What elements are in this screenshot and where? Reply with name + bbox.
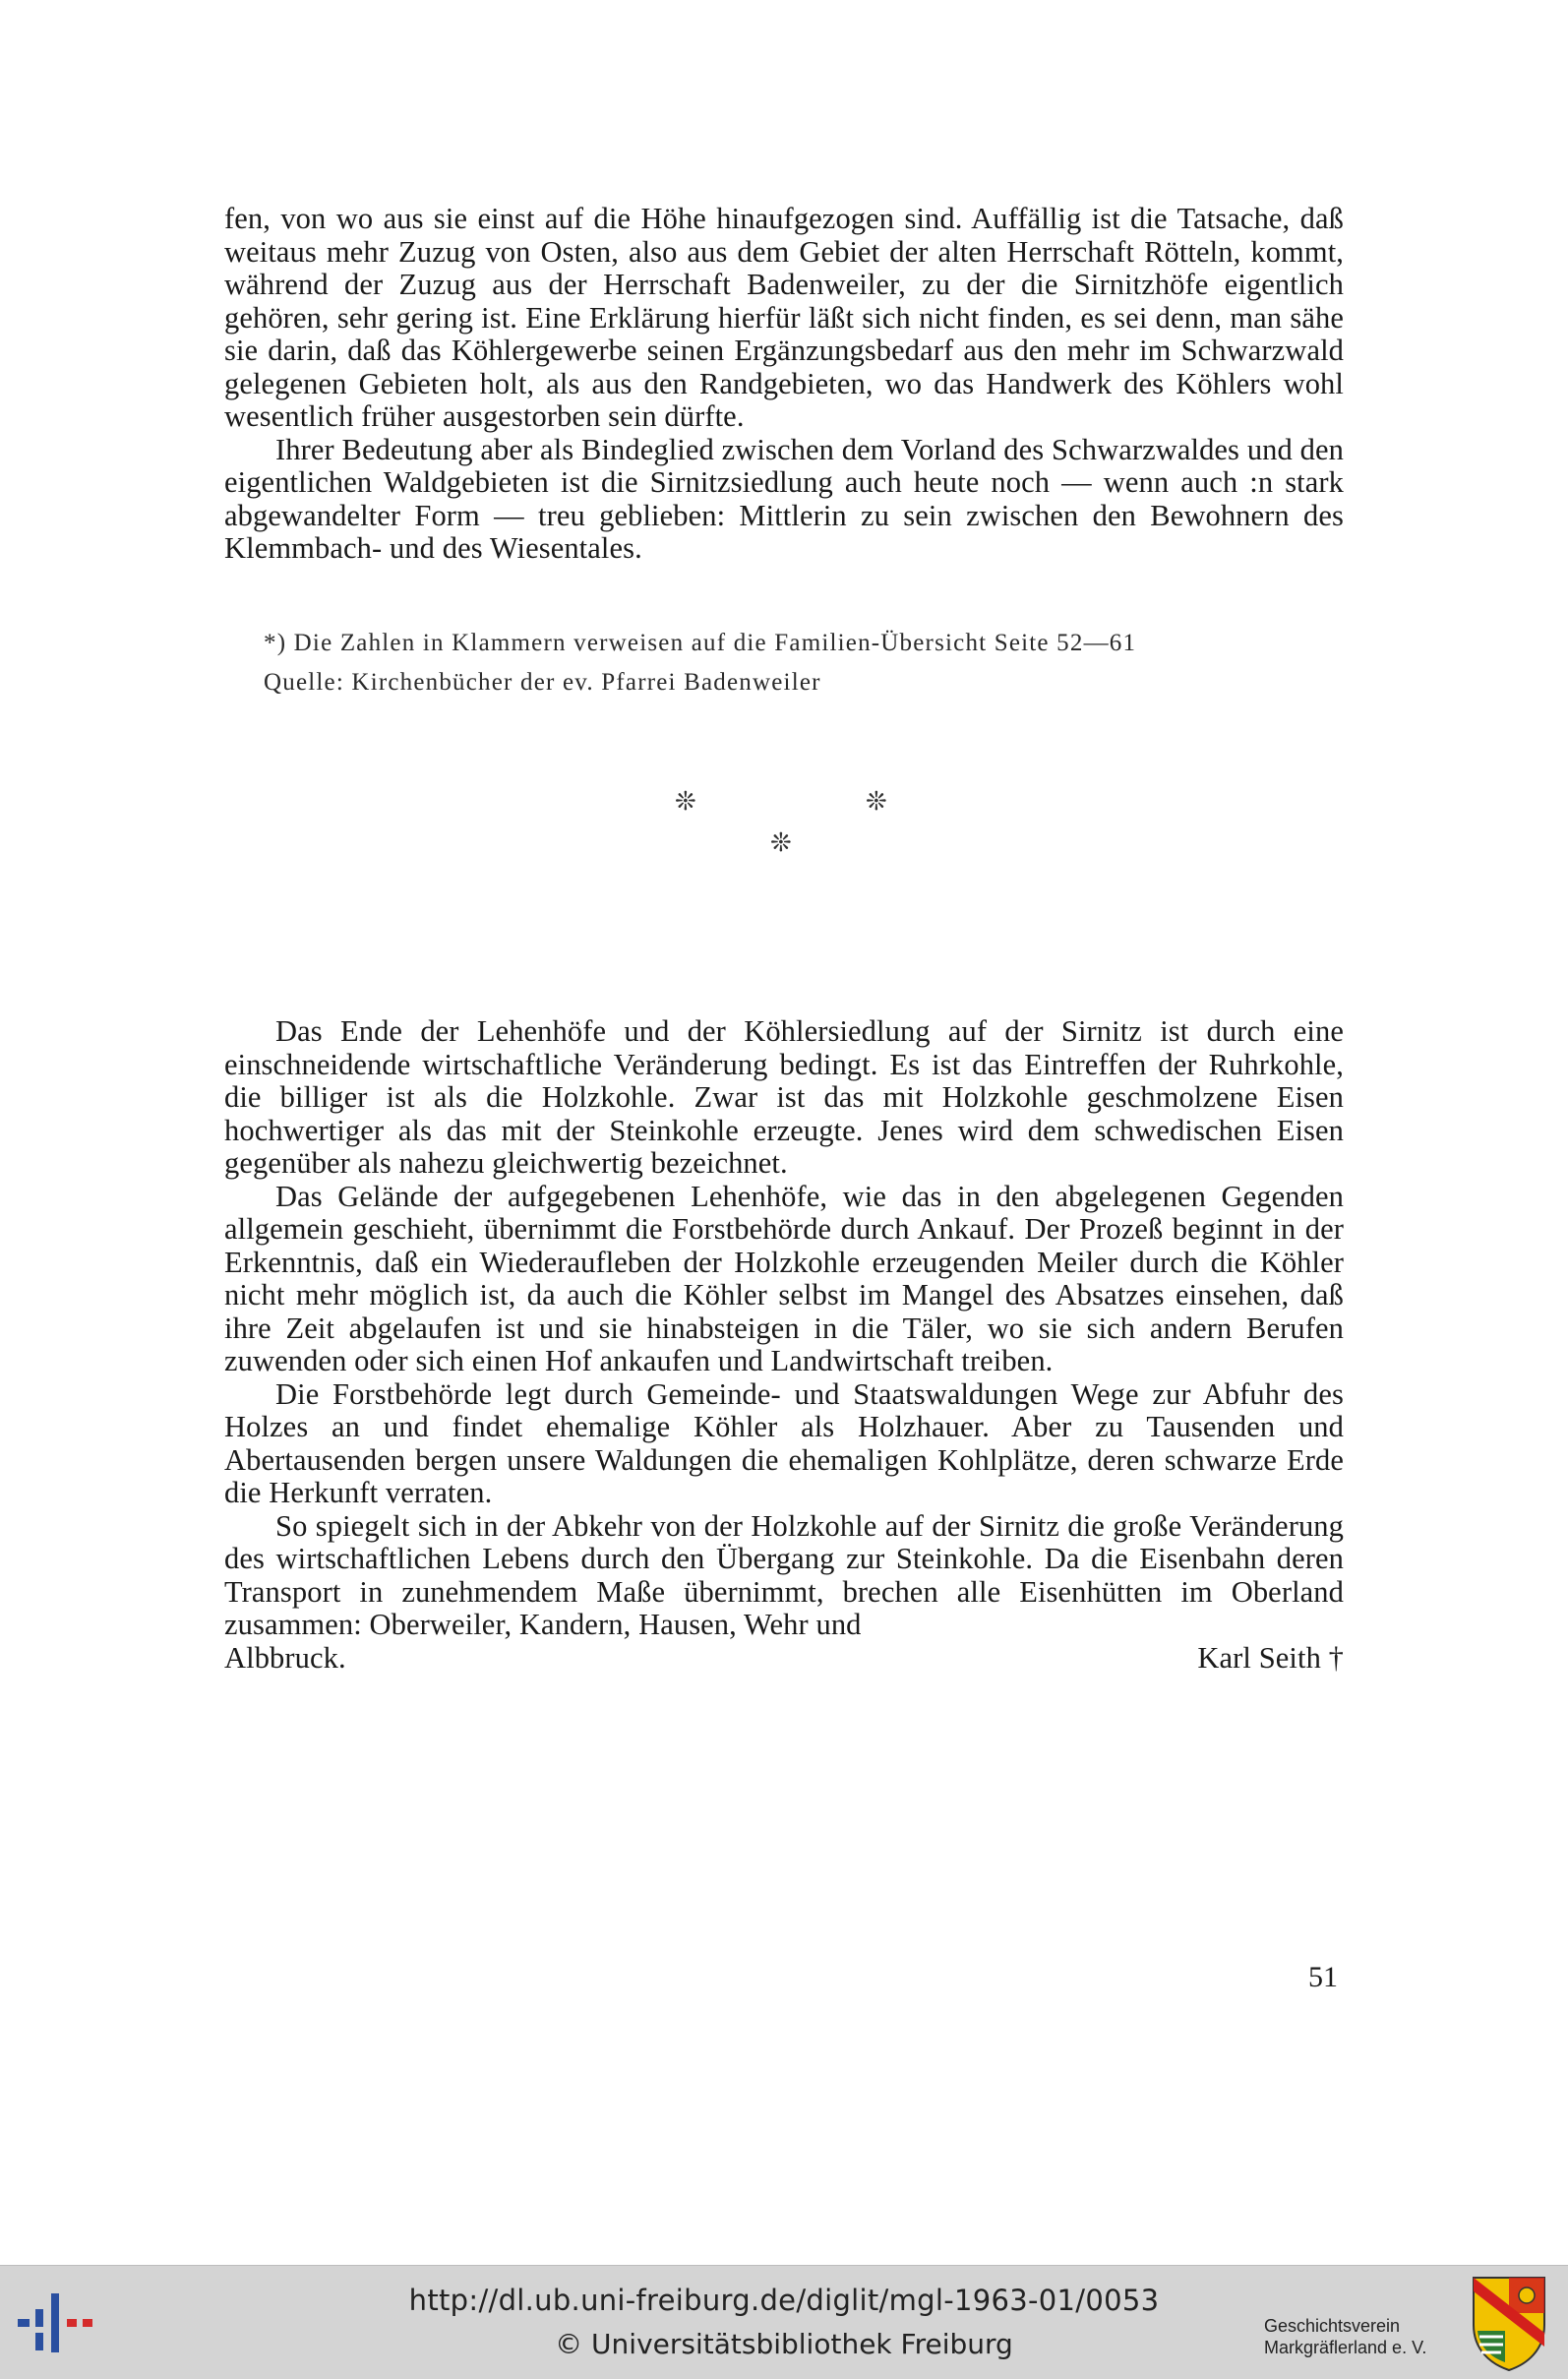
closing-line	[224, 1642, 1344, 1676]
coat-of-arms-icon	[1470, 2274, 1548, 2372]
paragraph-end: Albbruck.	[224, 1640, 346, 1675]
footer-bar	[0, 2265, 1568, 2379]
page-number: 51	[1308, 1961, 1338, 1993]
paragraph: fen, von wo aus sie einst auf die Höhe hinaufgezogen sind. Auffällig ist die Tatsache, daß weitaus mehr Zuzug von Osten, also aus dem Gebiet der alten Herrschaft Rötteln, kommt, während der Zuzug aus der Herrschaft Badenweiler, zu der die Sirnitzhöfe eigentlich gehören, sehr gering ist. Eine Erklärung hierfür läßt sich nicht finden, es sei denn, man sähe sie darin, daß das Köhlergewerbe seinen Ergänzungsbedarf aus den mehr im Schwarzwald gelegenen Gebieten holt, als aus den Randgebieten, wo das Handwerk des Köhlers wohl wesentlich früher ausgestorben sein dürfte.	[224, 202, 1344, 433]
paragraph: Die Forstbehörde legt durch Gemeinde- und Staatswaldungen Wege zur Abfuhr des Holzes an und findet ehemalige Köhler als Holzhauer. Aber zu Tausenden und Abertausenden bergen unsere Waldungen die ehemaligen Kohlplätze, deren schwarze Erde die Herkunft verraten.	[224, 1376, 1344, 1509]
paragraph: Das Ende der Lehenhöfe und der Köhlersiedlung auf der Sirnitz ist durch eine einschneidende wirtschaftliche Veränderung bedingt. Es ist das Eintreffen der Ruhrkohle, die billiger ist als die Holzkohle. Zwar ist das mit Holzkohle geschmolzene Eisen hochwertiger als das mit der Steinkohle erzeugte. Jenes wird dem schwedischen Eisen gegenüber als nahezu gleichwertig bezeichnet.	[224, 1014, 1344, 1180]
paragraph: Ihrer Bedeutung aber als Bindeglied zwischen dem Vorland des Schwarzwaldes und den eigentlichen Waldgebieten ist die Sirnitzsiedlung auch heute noch — wenn auch :n stark abgewandelter Form — treu geblieben: Mittlerin zu sein zwischen den Bewohnern des Klemmbach- und des Wiesentales.	[224, 432, 1344, 565]
paragraph: So spiegelt sich in der Abkehr von der Holzkohle auf der Sirnitz die große Veränderung des wirtschaftlichen Lebens durch den Übergang zur Steinkohle. Da die Eisenbahn deren Transport in zunehmendem Maße übernimmt, brechen alle Eisenhütten im Oberland zusammen: Oberweiler, Kandern, Hausen, Wehr und	[224, 1508, 1344, 1641]
ornament-star-icon: ❊	[866, 787, 887, 817]
paragraph: Das Gelände der aufgegebenen Lehenhöfe, wie das in den abgelegenen Gegenden allgemein geschieht, übernimmt die Forstbehörde durch Ankauf. Der Prozeß beginnt in der Erkenntnis, daß ein Wiederaufleben der Holzkohle erzeugenden Meiler durch die Köhler nicht mehr möglich ist, da auch die Köhler selbst im Mangel des Absatzes einsehen, daß ihre Zeit abgelaufen ist und sie hinabsteigen in die Täler, wo sie sich andern Berufen zuwenden oder sich einen Hof ankaufen und Landwirtschaft treiben.	[224, 1179, 1344, 1377]
ornament-star-icon: ❊	[675, 787, 696, 817]
text-block-bottom	[224, 1015, 1344, 1675]
footnote: *) Die Zahlen in Klammern verweisen auf die Familien-Übersicht Seite 52—61	[264, 630, 1137, 656]
society-name	[1264, 2315, 1426, 2358]
source-note: Quelle: Kirchenbücher der ev. Pfarrei Badenweiler	[264, 669, 821, 696]
society-name-line: Geschichtsverein	[1264, 2316, 1401, 2336]
author-signature: Karl Seith †	[1197, 1640, 1344, 1675]
footnotes	[264, 624, 1136, 702]
text-block-top	[224, 203, 1344, 566]
document-url-link[interactable]: http://dl.ub.uni-freiburg.de/diglit/mgl-1963-01/0053	[408, 2284, 1160, 2317]
society-name-line: Markgräflerland e. V.	[1264, 2338, 1427, 2357]
ornament-star-icon: ❊	[770, 828, 792, 858]
copyright-text: © Universitätsbibliothek Freiburg	[555, 2328, 1013, 2360]
